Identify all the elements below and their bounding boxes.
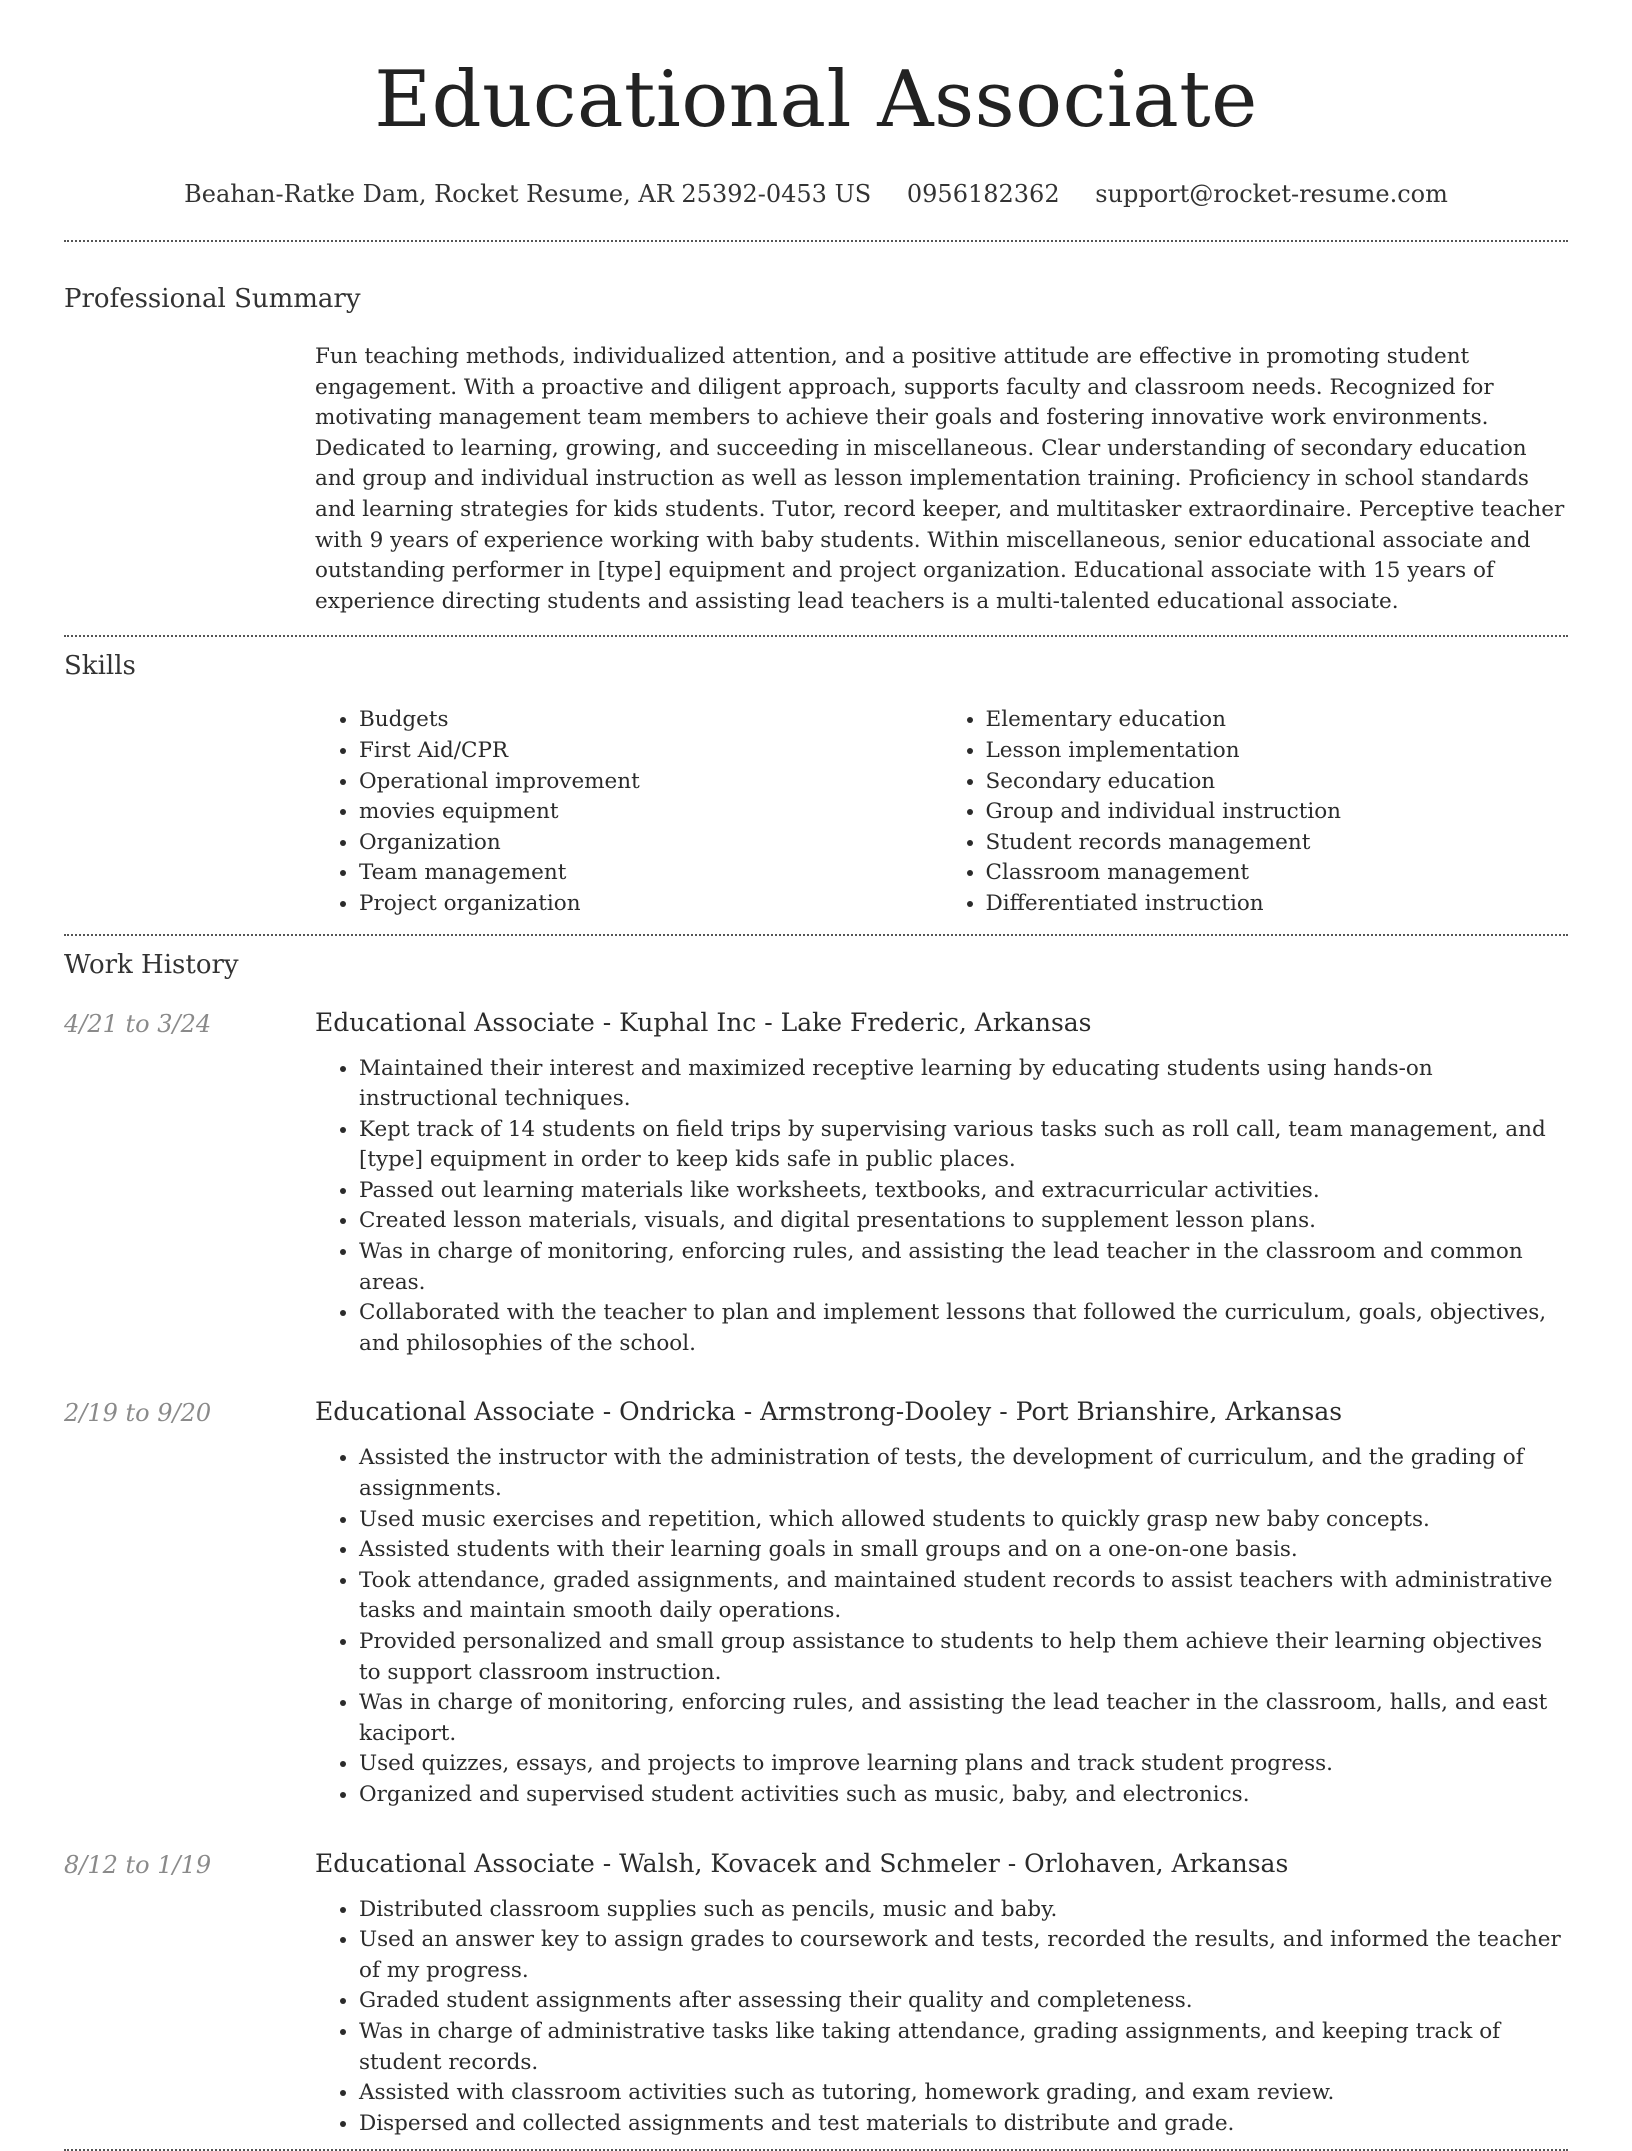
section-title-summary: Professional Summary: [64, 284, 361, 314]
job-bullet: • Was in charge of administrative tasks like taking attendance, grading assignments, and keeping track of student records.: [359, 2017, 1568, 2078]
job-bullet-list: [315, 1443, 1568, 1810]
section-title-work-history: Work History: [64, 949, 239, 980]
job-bullet: • Assisted the instructor with the administration of tests, the development of curriculum, and the grading of assignments.: [359, 1443, 1568, 1504]
skill-item: • Organization: [359, 828, 942, 859]
resume-page: [64, 0, 1568, 2151]
job-entry: [64, 1847, 1568, 2140]
job-bullet: • Was in charge of monitoring, enforcing rules, and assisting the lead teacher in the classroom and common areas.: [359, 1237, 1568, 1298]
skill-item: • Elementary education: [986, 705, 1569, 736]
job-details: [315, 1443, 1568, 1810]
skill-item: • Group and individual instruction: [986, 797, 1569, 828]
job-bullet: • Assisted students with their learning goals in small groups and on a one-on-one basis.: [359, 1535, 1568, 1566]
resume-header: [64, 0, 1568, 210]
skills-grid: [315, 705, 1568, 919]
summary-text: Fun teaching methods, individualized attention, and a positive attitude are effective in promoting student engagement. With a proactive and diligent approach, supports faculty and classroom needs. Recognized for motivating management team members to achieve their goals and fostering innovative work environments. Dedicated to learning, growing, and succeeding in miscellaneous. Clear understanding of secondary education and group and individual instruction as well as lesson implementation training. Proficiency in school standards and learning strategies for kids students. Tutor, record keeper, and multitasker extraordinaire. Perceptive teacher with 9 years of experience working with baby students. Within miscellaneous, senior educational associate and outstanding performer in [type] equipment and project organization. Educational associate with 15 years of experience directing students and assisting lead teachers is a multi-talented educational associate.: [315, 344, 1565, 614]
job-bullet: • Passed out learning materials like worksheets, textbooks, and extracurricular activities.: [359, 1176, 1568, 1207]
contact-line: [64, 178, 1568, 210]
skills-list-left: [315, 705, 942, 919]
job-bullet: • Collaborated with the teacher to plan and implement lessons that followed the curriculum, goals, objectives, and philosophies of the school.: [359, 1298, 1568, 1359]
job-bullet: • Provided personalized and small group assistance to students to help them achieve their learning objectives to support classroom instruction.: [359, 1627, 1568, 1688]
skill-item: • Student records management: [986, 828, 1569, 859]
skill-item: • Differentiated instruction: [986, 889, 1569, 920]
candidate-name: Educational Associate: [374, 55, 1258, 145]
skill-item: • Operational improvement: [359, 767, 942, 798]
job-details: [315, 1054, 1568, 1360]
job-bullet: • Maintained their interest and maximized receptive learning by educating students using hands-on instructional techniques.: [359, 1054, 1568, 1115]
skills-list-right: [942, 705, 1569, 919]
job-entry: [64, 1006, 1568, 1360]
job-bullet: • Dispersed and collected assignments and test materials to distribute and grade.: [359, 2109, 1568, 2140]
job-bullet: • Graded student assignments after assessing their quality and completeness.: [359, 1986, 1568, 2017]
skill-item: • Project organization: [359, 889, 942, 920]
job-dates: 4/21 to 3/24: [64, 1009, 212, 1038]
skill-item: • First Aid/CPR: [359, 736, 942, 767]
job-title: Educational Associate - Ondricka - Armstrong-Dooley - Port Brianshire, Arkansas: [315, 1397, 1343, 1427]
contact-email: support@rocket-resume.com: [1095, 180, 1448, 208]
job-list: [64, 1006, 1568, 2140]
work-history-section: [64, 936, 1568, 2140]
job-bullet: • Assisted with classroom activities such as tutoring, homework grading, and exam review.: [359, 2078, 1568, 2109]
job-dates: 8/12 to 1/19: [64, 1850, 212, 1879]
job-bullet: • Kept track of 14 students on field trips by supervising various tasks such as roll call, team management, and [type] equipment in order to keep kids safe in public places.: [359, 1115, 1568, 1176]
job-bullet: • Used quizzes, essays, and projects to improve learning plans and track student progress.: [359, 1749, 1568, 1780]
job-bullet: • Used an answer key to assign grades to coursework and tests, recorded the results, and informed the teacher of my progress.: [359, 1925, 1568, 1986]
section-title-skills: Skills: [64, 651, 136, 682]
job-title: Educational Associate - Walsh, Kovacek and Schmeler - Orlohaven, Arkansas: [315, 1848, 1289, 1878]
job-details: [315, 1895, 1568, 2140]
job-title: Educational Associate - Kuphal Inc - Lake Frederic, Arkansas: [315, 1007, 1092, 1037]
contact-phone: 0956182362: [906, 180, 1060, 208]
skill-item: • movies equipment: [359, 797, 942, 828]
job-dates: 2/19 to 9/20: [64, 1399, 212, 1428]
job-bullet: • Created lesson materials, visuals, and digital presentations to supplement lesson plans.: [359, 1206, 1568, 1237]
job-bullet-list: [315, 1054, 1568, 1360]
job-bullet: • Distributed classroom supplies such as pencils, music and baby.: [359, 1895, 1568, 1926]
job-entry: [64, 1395, 1568, 1810]
skill-item: • Lesson implementation: [986, 736, 1569, 767]
skill-item: • Team management: [359, 858, 942, 889]
skill-item: • Classroom management: [986, 858, 1569, 889]
professional-summary-section: [64, 242, 1568, 617]
job-bullet: • Took attendance, graded assignments, and maintained student records to assist teachers with administrative tasks and maintain smooth daily operations.: [359, 1566, 1568, 1627]
skill-item: • Budgets: [359, 705, 942, 736]
job-bullet-list: [315, 1895, 1568, 2140]
skill-item: • Secondary education: [986, 767, 1569, 798]
job-bullet: • Organized and supervised student activities such as music, baby, and electronics.: [359, 1780, 1568, 1811]
job-bullet: • Was in charge of monitoring, enforcing rules, and assisting the lead teacher in the classroom, halls, and east kaciport.: [359, 1688, 1568, 1749]
contact-address: Beahan-Ratke Dam, Rocket Resume, AR 25392-0453 US: [184, 180, 872, 208]
job-bullet: • Used music exercises and repetition, which allowed students to quickly grasp new baby concepts.: [359, 1505, 1568, 1536]
skills-section: [64, 637, 1568, 919]
